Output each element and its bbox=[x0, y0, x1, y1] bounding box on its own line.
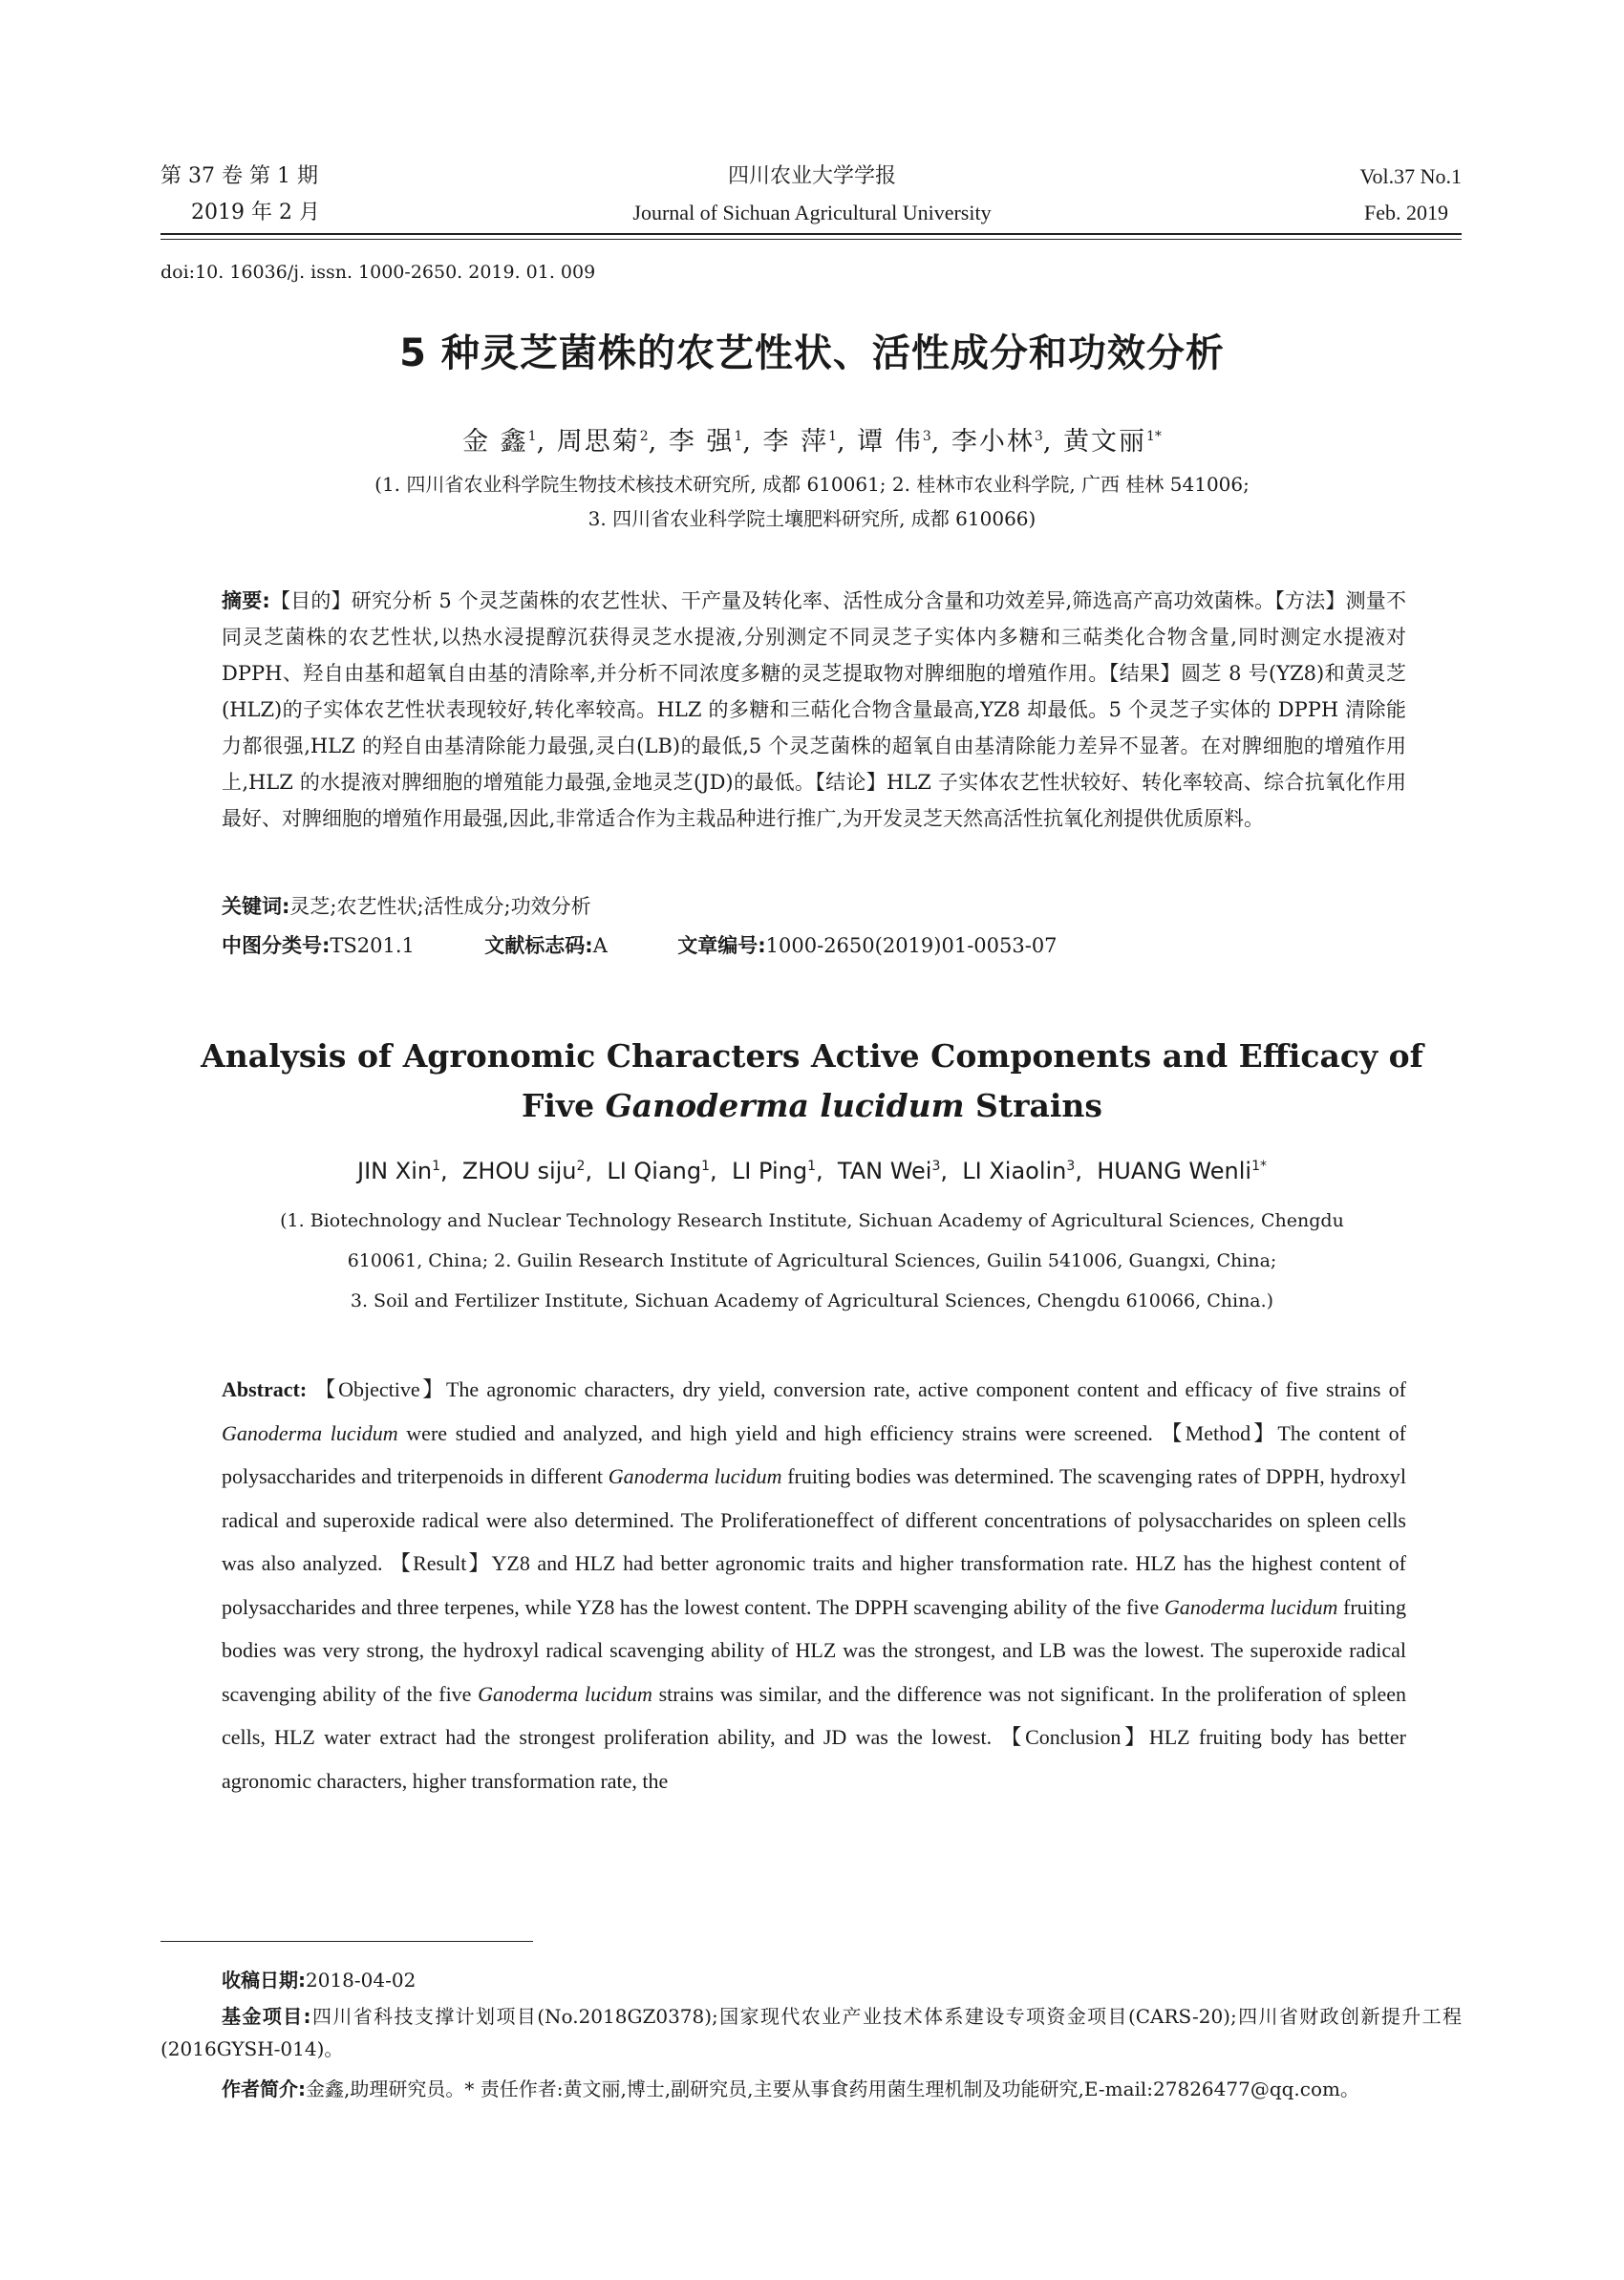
en-title-text: Five bbox=[521, 1087, 606, 1124]
footnote-fund bbox=[160, 2000, 1462, 2065]
en-author: LI Xiaolin bbox=[962, 1158, 1067, 1184]
article-no-value: 1000-2650(2019)01-0053-07 bbox=[765, 934, 1058, 957]
en-abstract-text: strains was similar, and the difference was not significant. In the proliferation of spleen cells, HLZ water extract had the strongest proliferation ability, and JD was the lowest. 【Conclusion】HLZ fruiting body has better agronomic characters, higher transformation rate, the bbox=[222, 1681, 1406, 1793]
header-journal-en: Journal of Sichuan Agricultural University bbox=[632, 201, 992, 224]
author-sup: 1 bbox=[828, 429, 838, 444]
en-abstract-text: fruiting bodies was determined. The scavenging rates of DPPH, hydroxyl radical and superoxide radical were also determined. The Proliferationeffect of different concentrations of polysaccharides on spleen cells was also analyzed. 【Result】YZ8 and HLZ had better agronomic traits and higher transformation rate. HLZ has the highest content of polysaccharides and three terpenes, while YZ8 has the lowest content. The DPPH scavenging ability of the five bbox=[222, 1464, 1406, 1619]
cn-title: 5 种灵芝菌株的农艺性状、活性成分和功效分析 bbox=[399, 331, 1225, 375]
en-affiliation-line: 610061, China; 2. Guilin Research Institute of Agricultural Sciences, Guilin 541006, Guangxi, China; bbox=[347, 1250, 1277, 1271]
cn-affiliation-line: 3. 四川省农业科学院土壤肥料研究所, 成都 610066) bbox=[588, 507, 1036, 530]
cn-author: 黄文丽 bbox=[1063, 427, 1146, 457]
en-author: LI Qiang bbox=[607, 1158, 702, 1184]
en-author: ZHOU siju bbox=[461, 1158, 577, 1184]
en-author: TAN Wei bbox=[837, 1158, 932, 1184]
article-no-label: 文章编号: bbox=[677, 934, 766, 957]
clc-value: TS201.1 bbox=[330, 934, 415, 957]
en-abstract-species: Ganoderma lucidum bbox=[222, 1420, 398, 1445]
author-sup: 1 bbox=[807, 1159, 816, 1174]
cn-abstract-label: 摘要: bbox=[222, 589, 270, 612]
doi: doi:10. 16036/j. issn. 1000-2650. 2019. 01. 009 bbox=[160, 262, 596, 283]
en-authors: JIN Xin$^1$, ZHOU siju$^2$, LI Qiang$^1$, LI Ping$^1$, TAN Wei$^3$, LI Xiaolin$^3$, HUANG Wenli$^{1*}$ bbox=[357, 1158, 1267, 1184]
received-label: 收稿日期: bbox=[222, 1969, 306, 1992]
en-title-species: Ganoderma lucidum bbox=[605, 1087, 965, 1124]
footnote-rule bbox=[160, 1941, 533, 1942]
cn-author: 金 鑫 bbox=[462, 427, 528, 457]
en-title-line2 bbox=[0, 1081, 1624, 1131]
received-value: 2018-04-02 bbox=[306, 1969, 417, 1992]
en-affiliation-line: (1. Biotechnology and Nuclear Technology Research Institute, Sichuan Academy of Agricultural Sciences, Chengdu bbox=[280, 1210, 1344, 1231]
header-rule-thin bbox=[160, 239, 1462, 240]
doc-code-label: 文献标志码: bbox=[484, 934, 593, 957]
author-info-label: 作者简介: bbox=[222, 2078, 306, 2100]
cn-keywords-label: 关键词: bbox=[222, 895, 290, 918]
author-sup: 1* bbox=[1146, 429, 1162, 444]
author-sup: 1 bbox=[701, 1159, 711, 1174]
author-sup: 1* bbox=[1251, 1159, 1267, 1174]
cn-affiliation-line: (1. 四川省农业科学院生物技术核技术研究所, 成都 610061; 2. 桂林市农业科学院, 广西 桂林 541006; bbox=[374, 473, 1250, 496]
cn-classification-row bbox=[222, 931, 1058, 960]
header-date-cn: 2019 年 2 月 bbox=[191, 201, 320, 224]
en-author: HUANG Wenli bbox=[1097, 1158, 1252, 1184]
author-sup: 3 bbox=[931, 1159, 941, 1174]
doc-code-value: A bbox=[592, 934, 608, 957]
author-sup: 2 bbox=[639, 429, 649, 444]
author-sup: 3 bbox=[1034, 429, 1043, 444]
en-abstract-text: fruiting bodies was very strong, the hydroxyl radical scavenging ability of HLZ was the strongest, and LB was the lowest. The superoxide radical scavenging ability of the five bbox=[222, 1594, 1406, 1706]
footnote-received bbox=[160, 1964, 1462, 1996]
cn-author: 李 强 bbox=[668, 427, 735, 457]
en-author: JIN Xin bbox=[357, 1158, 433, 1184]
cn-author: 周思菊 bbox=[556, 427, 640, 457]
en-abstract bbox=[222, 1368, 1406, 1802]
header-rule-thick bbox=[160, 233, 1462, 235]
author-sup: 1 bbox=[432, 1159, 440, 1174]
header-volume-issue-en: Vol.37 No.1 bbox=[1359, 164, 1462, 188]
footnote-author bbox=[160, 2073, 1462, 2105]
author-sup: 2 bbox=[576, 1159, 586, 1174]
cn-keywords-text: 灵芝;农艺性状;活性成分;功效分析 bbox=[289, 895, 591, 918]
en-abstract-species: Ganoderma lucidum bbox=[478, 1681, 652, 1706]
header-volume-issue-cn: 第 37 卷 第 1 期 bbox=[160, 164, 318, 188]
cn-abstract-text: 【目的】研究分析 5 个灵芝菌株的农艺性状、干产量及转化率、活性成分含量和功效差异,筛选高产高功效菌株。【方法】测量不同灵芝菌株的农艺性状,以热水浸提醇沉获得灵芝水提液,分别测定不同灵芝子实体内多糖和三萜类化合物含量,同时测定水提液对 DPPH、羟自由基和超氧自由基的清除率,并分析不同浓度多糖的灵芝提取物对脾细胞的增殖作用。【结果】圆芝 8 号(YZ8)和黄灵芝(HLZ)的子实体农艺性状表现较好,转化率较高。HLZ 的多糖和三萜化合物含量最高,YZ8 却最低。5 个灵芝子实体的 DPPH 清除能力都很强,HLZ 的羟自由基清除能力最强,灵白(LB)的最低,5 个灵芝菌株的超氧自由基清除能力差异不显著。在对脾细胞的增殖作用上,HLZ 的水提液对脾细胞的增殖能力最强,金地灵芝(JD)的最低。【结论】HLZ 子实体农艺性状较好、转化率较高、综合抗氧化作用最好、对脾细胞的增殖作用最强,因此,非常适合作为主栽品种进行推广,为开发灵芝天然高活性抗氧化剂提供优质原料。 bbox=[222, 589, 1406, 830]
en-abstract-text: were studied and analyzed, and high yield and high efficiency strains were screened. 【Method】The content of polysaccharides and triterpenoids in different bbox=[222, 1420, 1406, 1488]
author-info-value: 金鑫,助理研究员。* 责任作者:黄文丽,博士,副研究员,主要从事食药用菌生理机制及功能研究,E-mail:27826477@qq.com。 bbox=[306, 2078, 1359, 2100]
en-title-line1: Analysis of Agronomic Characters Active Components and Efficacy of bbox=[201, 1037, 1423, 1075]
author-sup: 3 bbox=[1066, 1159, 1076, 1174]
en-abstract-text: 【Objective】The agronomic characters, dry yield, conversion rate, active component content and efficacy of five strains of bbox=[314, 1377, 1406, 1401]
cn-author: 谭 伟 bbox=[857, 427, 923, 457]
fund-label: 基金项目: bbox=[222, 2005, 311, 2028]
cn-author: 李 萍 bbox=[762, 427, 829, 457]
header-date-en: Feb. 2019 bbox=[1364, 201, 1448, 224]
en-abstract-label: Abstract: bbox=[222, 1377, 308, 1401]
cn-abstract bbox=[222, 583, 1406, 837]
en-title-text: Strains bbox=[964, 1087, 1103, 1124]
header-journal-cn: 四川农业大学学报 bbox=[727, 164, 896, 188]
author-sup: 1 bbox=[734, 429, 743, 444]
en-author: LI Ping bbox=[731, 1158, 808, 1184]
author-sup: 3 bbox=[922, 429, 931, 444]
cn-authors: 金 鑫$^1$, 周思菊$^2$, 李 强$^1$, 李 萍$^1$, 谭 伟$^3$, 李小林$^3$, 黄文丽$^{1*}$ bbox=[462, 427, 1162, 457]
cn-keywords bbox=[222, 888, 1406, 925]
author-sup: 1 bbox=[527, 429, 537, 444]
cn-author: 李小林 bbox=[951, 427, 1035, 457]
en-abstract-species: Ganoderma lucidum bbox=[608, 1464, 782, 1488]
fund-value: 四川省科技支撑计划项目(No.2018GZ0378);国家现代农业产业技术体系建设专项资金项目(CARS-20);四川省财政创新提升工程(2016GYSH-014)。 bbox=[160, 2005, 1462, 2060]
en-abstract-species: Ganoderma lucidum bbox=[1164, 1594, 1338, 1619]
clc-label: 中图分类号: bbox=[222, 934, 331, 957]
en-affiliation-line: 3. Soil and Fertilizer Institute, Sichuan Academy of Agricultural Sciences, Chengdu 610066, China.) bbox=[350, 1290, 1274, 1311]
